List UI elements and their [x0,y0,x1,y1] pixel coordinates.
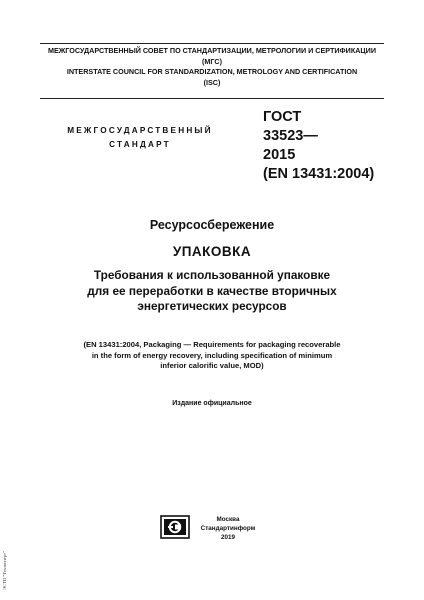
title-resource: Ресурсосбережение [149,218,275,232]
standard-label-line2: СТАНДАРТ [109,140,171,149]
edition-note: Издание официальное [172,400,252,407]
english-line1: (EN 13431:2004, Packaging — Requirements for packaging recoverable [83,340,341,349]
publisher-city: Москва [216,516,240,523]
standartinform-logo-icon [160,514,190,540]
publisher-year: 2019 [220,533,235,541]
english-line3: inferior calorific value, MOD) [160,361,264,370]
publisher-block [198,516,258,542]
title-subtitle [40,268,384,315]
header-top-rule [40,43,384,44]
subtitle-line1: Требования к использованной упаковке [93,268,331,282]
designation-line3: 2015 [263,147,296,163]
header-bottom-rule [40,98,384,99]
standard-label-line1: МЕЖГОСУДАРСТВЕННЫЙ [67,126,213,135]
publisher-name: Стандартинформ [200,524,256,532]
council-en-line1: INTERSTATE COUNCIL FOR STANDARDIZATION, METROLOGY AND CERTIFICATION [66,67,358,76]
subtitle-line2: для ее переработки в качестве вторичных [87,283,337,298]
standard-type-label [60,124,220,152]
designation-line4: (EN 13431:2004) [263,166,375,182]
council-ru-line1: МЕЖГОСУДАРСТВЕННЫЙ СОВЕТ ПО СТАНДАРТИЗАЦИИ, МЕТРОЛОГИИ И СЕРТИФИКАЦИИ [47,46,377,55]
side-watermark-note: ЭСТП "Техэксперт" [2,551,7,590]
title-packaging: УПАКОВКА [172,244,252,259]
council-en-line2: (ISC) [203,77,221,87]
subtitle-line3: энергетических ресурсов [137,299,287,313]
designation-line1: ГОСТ [263,109,302,125]
council-header [40,46,384,88]
title-english [40,340,384,372]
designation-line2: 33523— [263,128,318,144]
council-ru-line2: (МГС) [202,56,222,66]
english-line2: in the form of energy recovery, including specification of minimum [91,350,333,360]
standard-designation [263,108,374,184]
